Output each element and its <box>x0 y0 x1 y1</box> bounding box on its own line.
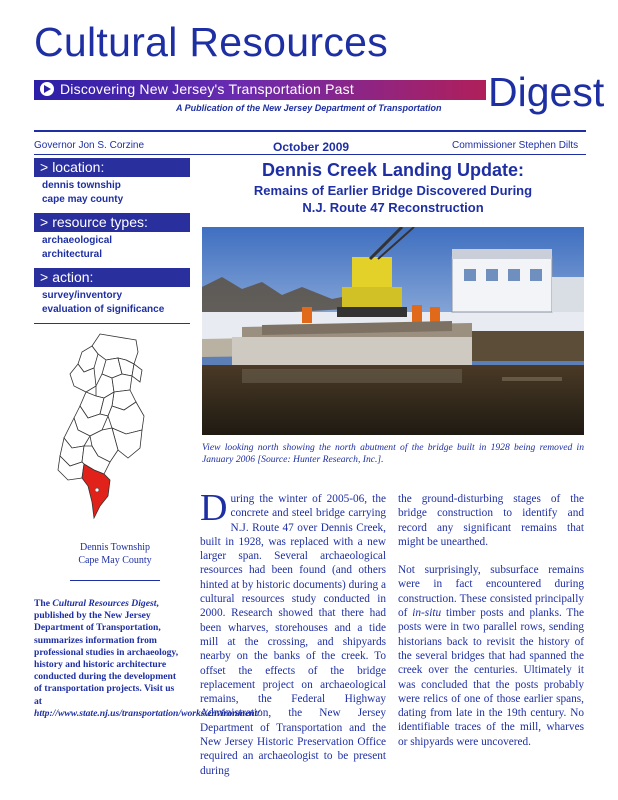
chevron-right-icon: > <box>40 159 49 175</box>
paragraph-text: timber posts and planks. The posts were in two parallel rows, sending historians back to revisit the history of the several bridges that had spanned the creek over the centuries. Ultimately it was concluded that the posts probably were relics of one of those earlier spans, dating from late in the 19th century. No identifiable traces of the mill, wharves or shipyards were uncovered. <box>398 607 584 748</box>
sidebar-list <box>34 287 190 323</box>
divider <box>34 154 586 155</box>
sidebar-list <box>34 177 190 213</box>
masthead-digest: Digest <box>488 69 605 115</box>
sidebar-heading-label: action: <box>52 269 94 285</box>
masthead-title: Cultural Resources <box>34 19 389 65</box>
map-caption-line: Cape May County <box>78 555 152 566</box>
sidebar-item: archaeological <box>42 235 113 246</box>
chevron-right-icon: > <box>40 269 49 285</box>
dennis-township-marker <box>95 488 99 492</box>
paragraph-text: Not surprisingly, subsurface remains were in fact encountered during construction. These consisted principally of <box>398 564 584 620</box>
commissioner-byline: Commissioner Stephen Dilts <box>452 140 579 151</box>
article-subtitle <box>200 182 586 216</box>
article-subtitle-line: N.J. Route 47 Reconstruction <box>302 200 484 215</box>
paragraph-italic-text: in-situ <box>412 607 442 620</box>
blurb-text: , published by the New Jersey Department of Transportation, summarizes information from professional studies in archaeology, history and historic architecture conducted during the development of transportation projects. Visit us at <box>34 598 179 707</box>
sidebar-heading-action <box>34 268 190 287</box>
sidebar-heading-resource-types <box>34 213 190 232</box>
bridge-construction-photo <box>202 227 584 435</box>
play-arrow-icon <box>40 82 54 96</box>
divider <box>34 130 586 132</box>
photo-caption: View looking north showing the north abutment of the bridge built in 1928 being removed in January 2006 [Source: Hunter Research, Inc.]. <box>202 442 584 465</box>
sidebar-heading-location <box>34 158 190 177</box>
masthead-publication: A Publication of the New Jersey Department of Transportation <box>176 103 442 113</box>
sidebar-heading-label: location: <box>52 159 105 175</box>
sidebar-item: evaluation of significance <box>42 304 165 315</box>
article-column-2 <box>398 492 584 763</box>
masthead-banner-text: Discovering New Jersey's Transportation Past <box>60 81 354 97</box>
drop-cap: D <box>200 487 228 529</box>
paragraph-text: uring the winter of 2005-06, the concrete and steel bridge carrying N.J. Route 47 over Dennis Creek, built in 1928, was replaced with a new larger span. Several archaeological resources had been found (and others hinted at by historic documents) during a cultural resources study conducted in 2000. Research showed that there had been wharves, storehouses and a tide mill at the crossing, and shipyards nearby on the banks of the creek. To offset the effects of the bridge replacement project on archaeological remains, the Federal Highway Administration, the New Jersey Department of Transportation and the New Jersey Historic Preservation Office required an archaeologist to be present during <box>200 493 386 777</box>
divider <box>70 580 160 581</box>
map-caption <box>60 541 170 567</box>
governor-byline: Governor Jon S. Corzine <box>34 140 145 151</box>
article-paragraph <box>398 563 584 749</box>
blurb-url-link[interactable]: http://www.state.nj.us/transportation/works/environment/ <box>34 707 260 719</box>
article-subtitle-line: Remains of Earlier Bridge Discovered During <box>253 183 533 198</box>
article-paragraph <box>200 487 386 778</box>
sidebar-item: architectural <box>42 249 103 260</box>
sidebar-heading-label: resource types: <box>52 214 148 230</box>
publication-blurb <box>34 598 260 720</box>
article-column-1 <box>200 487 386 792</box>
map-caption-line: Dennis Township <box>80 542 150 553</box>
blurb-title: Cultural Resources Digest <box>52 598 157 609</box>
issue-date: October 2009 <box>273 140 350 154</box>
sidebar <box>34 158 190 323</box>
new-jersey-county-map <box>48 330 163 525</box>
sidebar-item: cape may county <box>42 194 124 205</box>
sidebar-list <box>34 232 190 268</box>
sidebar-item: survey/inventory <box>42 290 123 301</box>
blurb-text: The <box>34 598 53 609</box>
chevron-right-icon: > <box>40 214 49 230</box>
sidebar-item: dennis township <box>42 180 121 191</box>
article-title: Dennis Creek Landing Update: <box>261 160 525 180</box>
article-paragraph: the ground-disturbing stages of the bridge construction to identify and record any significant remains that might be unearthed. <box>398 493 584 548</box>
